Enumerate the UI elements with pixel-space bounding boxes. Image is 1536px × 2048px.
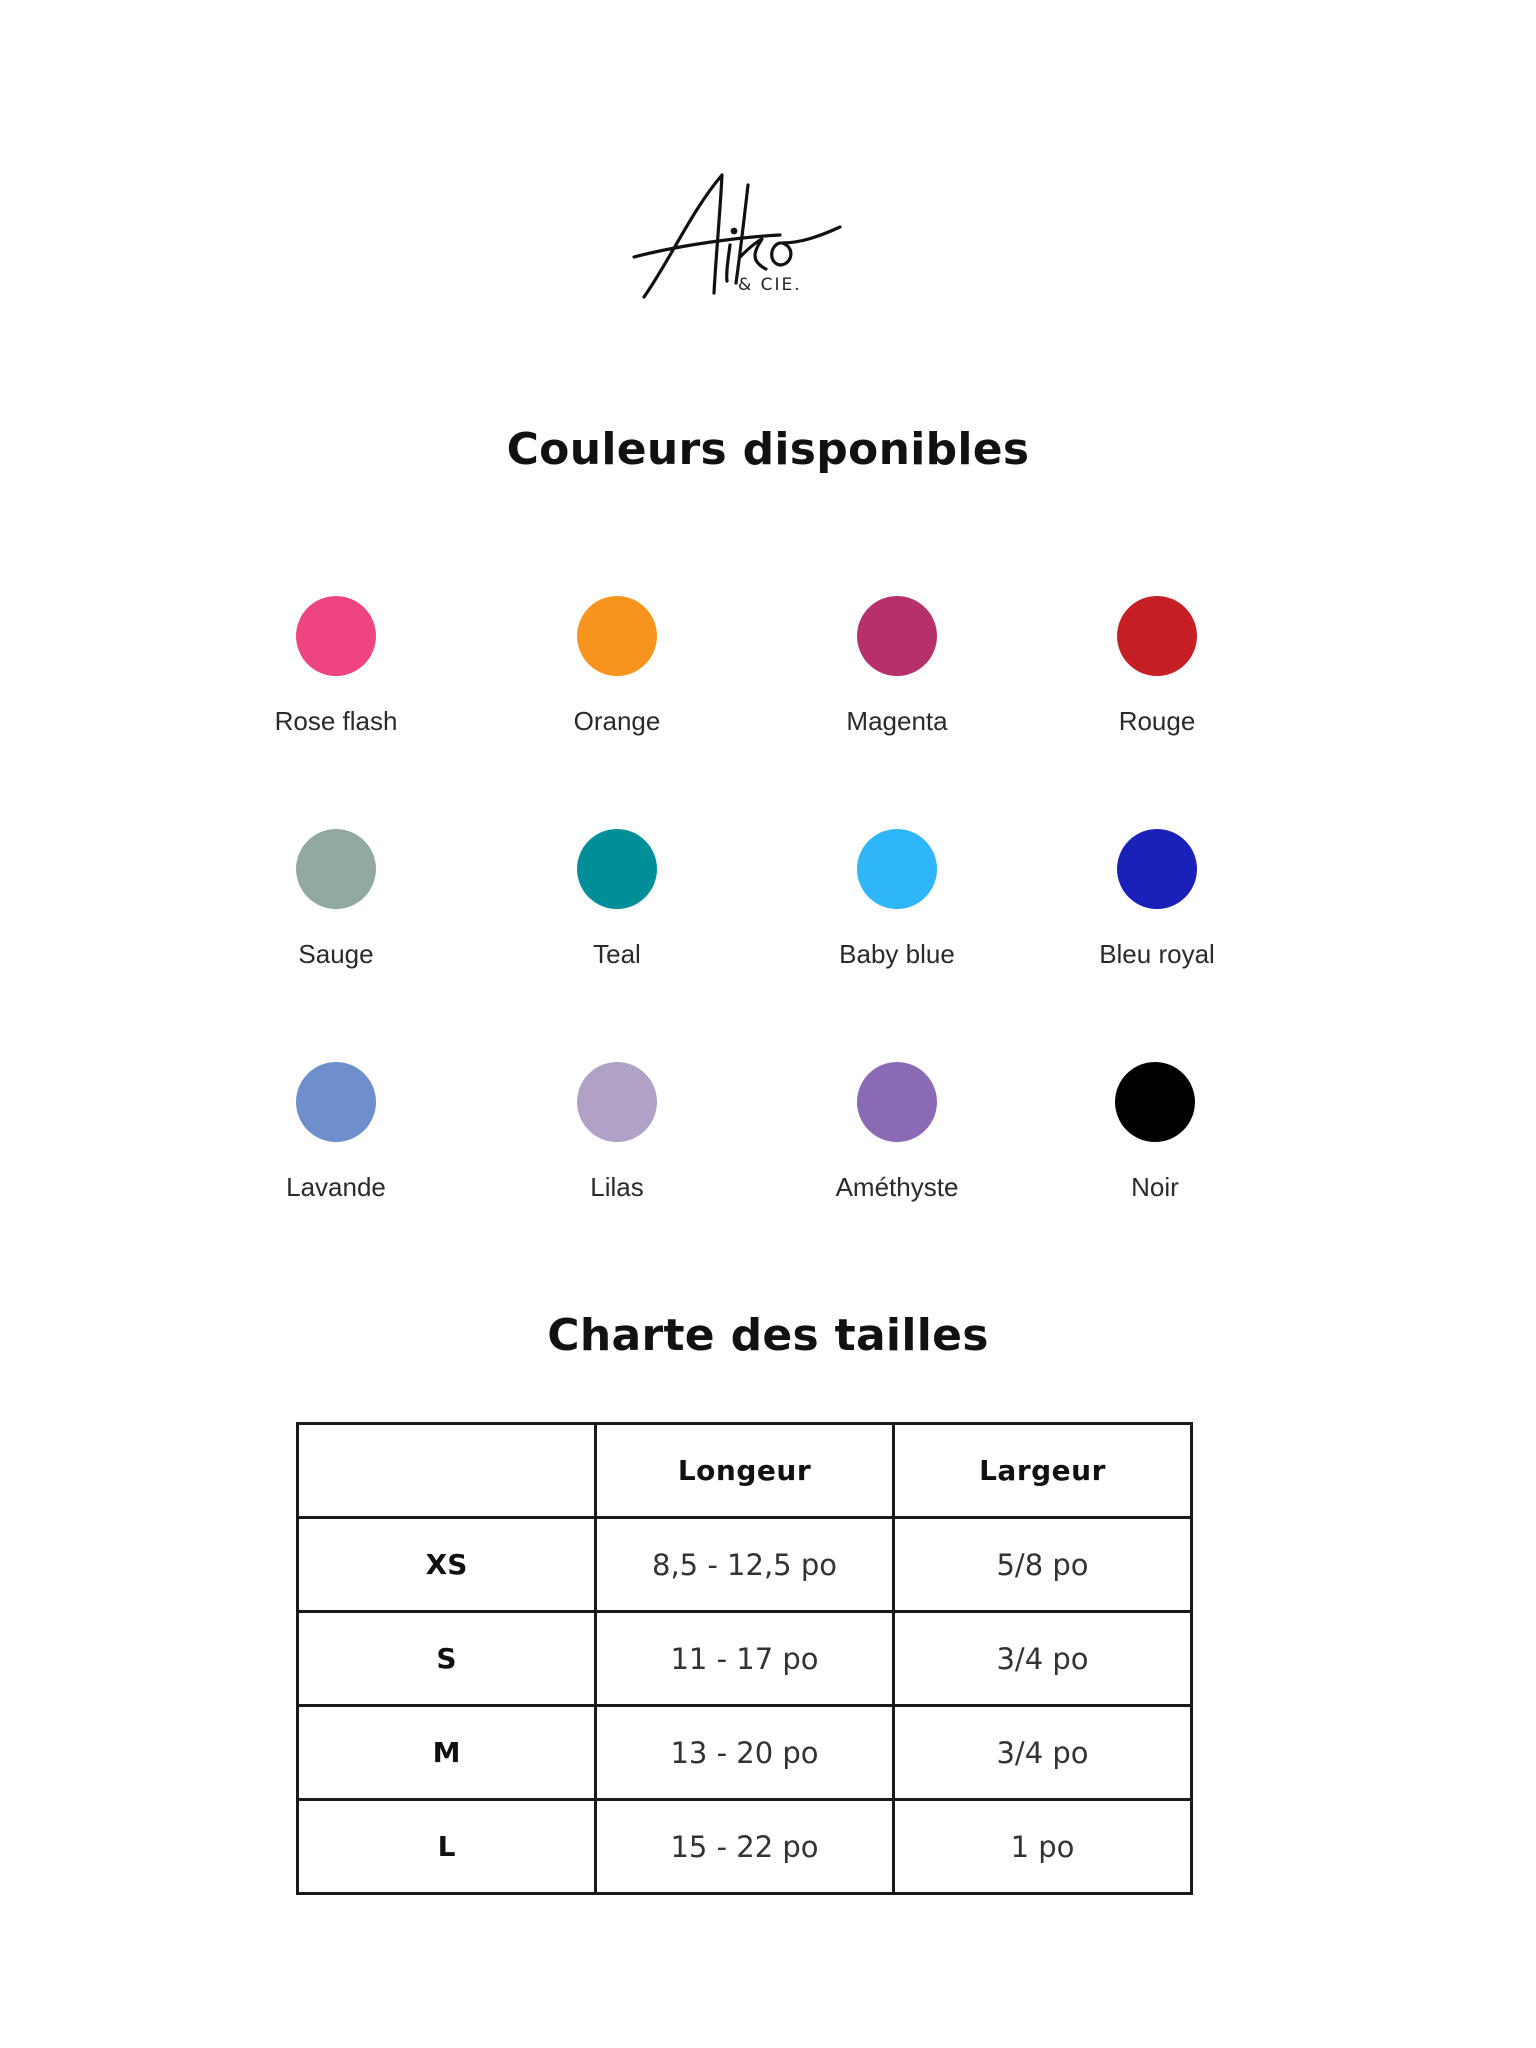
swatch-sauge — [236, 829, 436, 970]
swatch-label: Sauge — [298, 939, 374, 969]
color-dot — [577, 829, 657, 909]
table-header-row — [298, 1424, 1192, 1518]
swatch-rouge — [1057, 596, 1257, 737]
swatch-label: Bleu royal — [1099, 939, 1215, 969]
length-cell: 8,5 - 12,5 po — [596, 1518, 894, 1612]
color-dot — [1117, 596, 1197, 676]
length-cell: 15 - 22 po — [596, 1800, 894, 1894]
swatch-teal — [517, 829, 717, 970]
size-cell: S — [298, 1612, 596, 1706]
table-row — [298, 1706, 1192, 1800]
swatch-rose-flash — [236, 596, 436, 737]
swatch-lavande — [236, 1062, 436, 1203]
header-cell-length: Longeur — [596, 1424, 894, 1518]
width-cell: 3/4 po — [894, 1612, 1192, 1706]
table-row — [298, 1800, 1192, 1894]
swatch-amethyste — [797, 1062, 997, 1203]
swatch-baby-blue — [797, 829, 997, 970]
width-cell: 1 po — [894, 1800, 1192, 1894]
color-dot — [296, 1062, 376, 1142]
color-dot — [1117, 829, 1197, 909]
width-cell: 3/4 po — [894, 1706, 1192, 1800]
swatch-label: Rose flash — [274, 706, 398, 736]
size-cell: XS — [298, 1518, 596, 1612]
length-cell: 11 - 17 po — [596, 1612, 894, 1706]
swatch-label: Teal — [593, 939, 641, 969]
swatch-label: Rouge — [1118, 706, 1196, 736]
color-dot — [577, 596, 657, 676]
swatch-label: Lavande — [286, 1172, 386, 1202]
swatch-noir — [1055, 1062, 1255, 1203]
swatch-label: Magenta — [846, 706, 948, 736]
color-dot — [296, 596, 376, 676]
swatch-label: Lilas — [590, 1172, 644, 1202]
color-dot — [1115, 1062, 1195, 1142]
swatch-magenta — [797, 596, 997, 737]
header-cell-width: Largeur — [894, 1424, 1192, 1518]
color-dot — [296, 829, 376, 909]
table-row — [298, 1612, 1192, 1706]
swatch-label: Noir — [1131, 1172, 1179, 1202]
swatch-label: Orange — [573, 706, 661, 736]
color-dot — [857, 596, 937, 676]
size-cell: L — [298, 1800, 596, 1894]
swatch-label: Améthyste — [835, 1172, 959, 1202]
header-cell-empty — [298, 1424, 596, 1518]
sizes-title: Charte des tailles — [547, 1310, 989, 1361]
color-dot — [577, 1062, 657, 1142]
logo-subtitle: & CIE. — [738, 275, 802, 295]
length-cell: 13 - 20 po — [596, 1706, 894, 1800]
colors-title: Couleurs disponibles — [506, 424, 1030, 475]
swatch-label: Baby blue — [839, 939, 955, 969]
color-dot — [857, 1062, 937, 1142]
table-row — [298, 1518, 1192, 1612]
size-chart-table — [296, 1422, 1193, 1895]
size-cell: M — [298, 1706, 596, 1800]
swatch-bleu-royal — [1057, 829, 1257, 970]
width-cell: 5/8 po — [894, 1518, 1192, 1612]
swatch-lilas — [517, 1062, 717, 1203]
color-dot — [857, 829, 937, 909]
swatch-orange — [517, 596, 717, 737]
